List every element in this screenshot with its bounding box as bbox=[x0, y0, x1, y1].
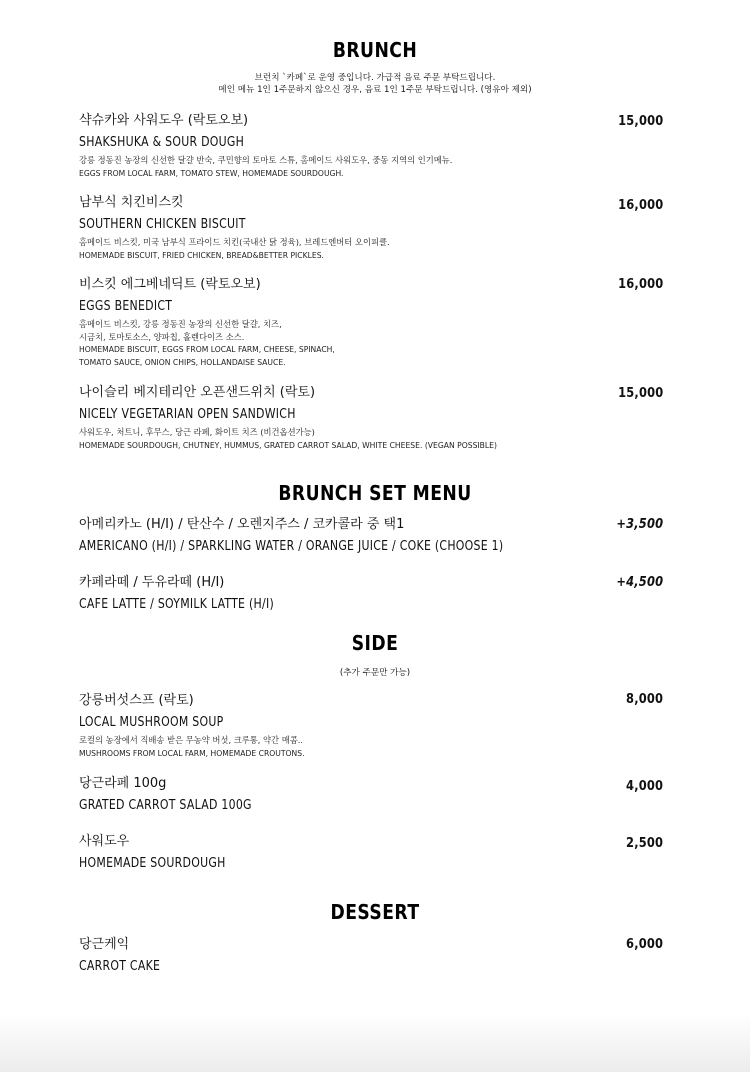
item-price: 15,000 bbox=[617, 114, 663, 129]
item-desc-ko: 사워도우, 처트니, 후무스, 당근 라페, 화이트 치즈 (비건옵션가능) bbox=[79, 427, 315, 437]
item-name-en: NICELY VEGETARIAN OPEN SANDWICH bbox=[79, 406, 296, 422]
side-note: (추가 주문만 가능) bbox=[339, 668, 411, 678]
item-name-ko: 남부식 치킨비스킷 bbox=[79, 195, 184, 210]
item-desc-en: HOMEMADE BISCUIT, FRIED CHICKEN, BREAD&BETTER PICKLES. bbox=[79, 249, 324, 260]
item-name-ko: 사워도우 bbox=[79, 834, 130, 849]
item-name-ko: 카페라떼 / 두유라떼 (H/I) bbox=[79, 575, 225, 590]
menu-item-vegetarian-sandwich bbox=[79, 384, 669, 451]
item-name-ko: 비스킷 에그베네딕트 (락토오보) bbox=[79, 277, 261, 292]
menu-item-chicken-biscuit bbox=[79, 194, 669, 261]
item-name-ko: 당근케익 bbox=[79, 937, 130, 952]
item-desc-en: TOMATO SAUCE, ONION CHIPS, HOLLANDAISE SAUCE. bbox=[79, 356, 286, 367]
item-name-ko: 샥슈카와 사워도우 (락토오보) bbox=[79, 113, 249, 128]
brunch-intro bbox=[0, 72, 750, 96]
item-price: 16,000 bbox=[617, 198, 663, 213]
bottom-shadow bbox=[0, 1014, 750, 1072]
item-desc-ko: 강릉 정동진 농장의 신선한 달걀 반숙, 쿠민향의 토마토 스튜, 홈메이드 사워도우, 중동 지역의 인기메뉴. bbox=[79, 155, 453, 165]
item-desc-ko: 시금치, 토마토소스, 양파칩, 홀렌다이즈 소스. bbox=[79, 331, 245, 342]
item-name-ko: 강릉버섯스프 (락토) bbox=[79, 693, 194, 708]
item-name-en: CARROT CAKE bbox=[79, 958, 161, 974]
item-desc-en: HOMEMADE SOURDOUGH, CHUTNEY, HUMMUS, GRATED CARROT SALAD, WHITE CHEESE. (VEGAN POSSIBLE) bbox=[79, 439, 497, 450]
item-name-ko: 나이슬리 베지테리안 오픈샌드위치 (락토) bbox=[79, 385, 316, 400]
item-name-en: SOUTHERN CHICKEN BISCUIT bbox=[79, 216, 246, 232]
set-item-latte bbox=[79, 574, 669, 613]
section-title-dessert: DESSERT bbox=[330, 900, 420, 924]
item-name-en: CAFE LATTE / SOYMILK LATTE (H/I) bbox=[79, 596, 274, 612]
section-title-side: SIDE bbox=[351, 631, 399, 655]
item-price: 16,000 bbox=[617, 277, 663, 292]
item-price: 2,500 bbox=[625, 836, 663, 851]
section-title-set-menu: BRUNCH SET MENU bbox=[278, 481, 472, 505]
item-name-en: LOCAL MUSHROOM SOUP bbox=[79, 714, 224, 730]
item-desc-ko: 홈메이드 비스킷, 미국 남부식 프라이드 치킨(국내산 닭 정육), 브레드엔버터 오이피클. bbox=[79, 237, 390, 247]
item-name-ko: 당근라페 100g bbox=[79, 776, 167, 791]
item-name-en: AMERICANO (H/I) / SPARKLING WATER / ORANGE JUICE / COKE (CHOOSE 1) bbox=[79, 538, 504, 554]
item-desc-en: EGGS FROM LOCAL FARM, TOMATO STEW, HOMEMADE SOURDOUGH. bbox=[79, 167, 344, 178]
item-price: 8,000 bbox=[625, 692, 663, 707]
item-name-ko: 아메리카노 (H/I) / 탄산수 / 오렌지주스 / 코카콜라 중 택1 bbox=[79, 517, 405, 532]
item-name-en: EGGS BENEDICT bbox=[79, 298, 173, 314]
menu-item-shakshuka bbox=[79, 112, 669, 179]
menu-item-eggs-benedict bbox=[79, 276, 669, 368]
brunch-intro-line: 메인 메뉴 1인 1주문하지 않으신 경우, 음료 1인 1주문 부탁드립니다. (영유아 제외) bbox=[218, 85, 532, 95]
set-item-basic-drinks bbox=[79, 516, 669, 555]
brunch-intro-line: 브런치 `카페`로 운영 중입니다. 가급적 음료 주문 부탁드립니다. bbox=[254, 73, 496, 83]
menu-item-carrot-salad bbox=[79, 775, 669, 814]
item-price: 4,000 bbox=[625, 779, 663, 794]
menu-item-carrot-cake bbox=[79, 936, 669, 975]
section-title-brunch: BRUNCH bbox=[332, 38, 418, 62]
item-desc-en: HOMEMADE BISCUIT, EGGS FROM LOCAL FARM, CHEESE, SPINACH, bbox=[79, 344, 335, 354]
item-price: +4,500 bbox=[616, 575, 663, 590]
item-desc-en: MUSHROOMS FROM LOCAL FARM, HOMEMADE CROUTONS. bbox=[79, 747, 305, 758]
item-name-en: HOMEMADE SOURDOUGH bbox=[79, 855, 226, 871]
item-desc-ko: 홈메이드 비스킷, 강릉 정동진 농장의 신선한 달걀, 치즈, bbox=[79, 319, 282, 329]
item-desc-ko: 로컬의 농장에서 직배송 받은 무농약 버섯, 크루통, 약간 매콤.. bbox=[79, 735, 304, 745]
item-name-en: GRATED CARROT SALAD 100G bbox=[79, 797, 252, 813]
item-name-en: SHAKSHUKA & SOUR DOUGH bbox=[79, 134, 245, 150]
menu-item-mushroom-soup bbox=[79, 692, 669, 759]
item-price: 6,000 bbox=[625, 937, 663, 952]
item-price: 15,000 bbox=[617, 386, 663, 401]
item-price: +3,500 bbox=[616, 517, 663, 532]
menu-item-sourdough bbox=[79, 833, 669, 872]
